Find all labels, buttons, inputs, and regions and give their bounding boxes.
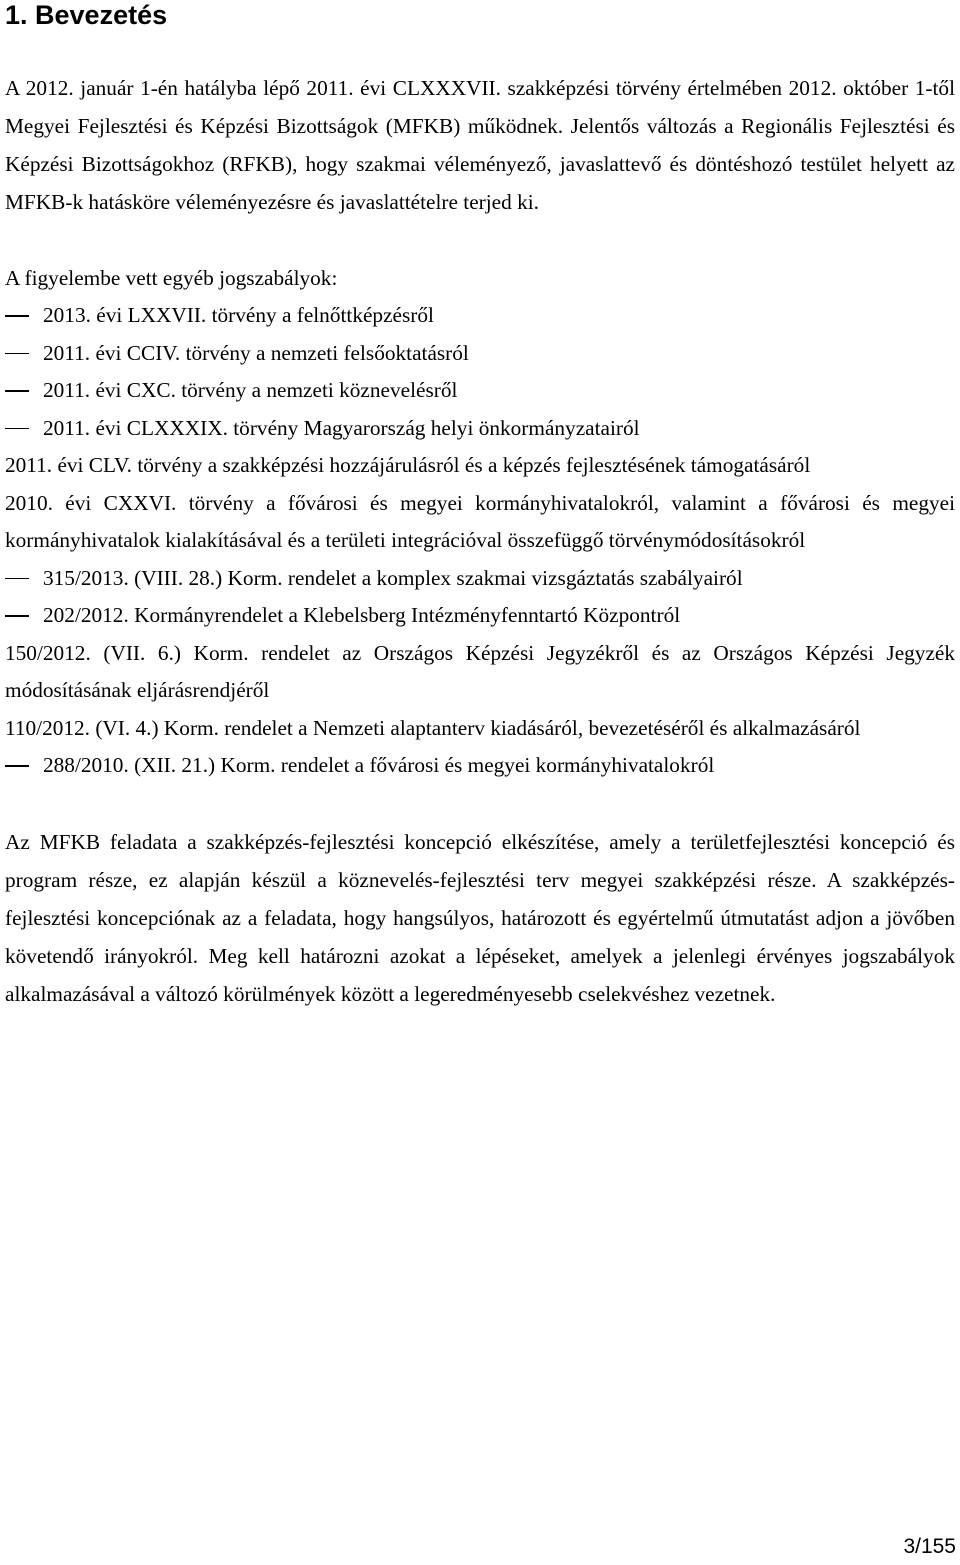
dash-bullet-icon [0, 462, 5, 472]
law-item: 288/2010. (XII. 21.) Korm. rendelet a fővárosi és megyei kormányhivatalokról [5, 747, 955, 785]
dash-bullet-icon [0, 725, 5, 735]
law-item: 202/2012. Kormányrendelet a Klebelsberg Intézményfenntartó Központról [5, 597, 955, 635]
spacer [5, 785, 955, 823]
law-item: 2011. évi CXC. törvény a nemzeti köznevelésről [5, 372, 955, 410]
spacer [5, 221, 955, 259]
law-item: 2013. évi LXXVII. törvény a felnőttképzésről [5, 297, 955, 335]
document-body [5, 69, 955, 1013]
list-title: A figyelembe vett egyéb jogszabályok: [5, 266, 338, 290]
law-item: 2010. évi CXXVI. törvény a fővárosi és megyei kormányhivatalokról, valamint a fővárosi és megyei kormányhivatalok kialakításával és a területi integrációval összefüggő törvénymódosításokról [5, 485, 955, 560]
law-item: 2011. évi CLXXXIX. törvény Magyarország helyi önkormányzatairól [5, 410, 955, 448]
dash-bullet-icon [0, 500, 5, 510]
intro-paragraph: A 2012. január 1-én hatályba lépő 2011. évi CLXXXVII. szakképzési törvény értelmében 2012. október 1-től Megyei Fejlesztési és Képzési Bizottságok (MFKB) működnek. Jelentős változás a Regionális Fejlesztési és Képzési Bizottságokhoz (RFKB), hogy szakmai véleményező, javaslattevő és döntéshozó testület helyett az MFKB-k hatásköre véleményezésre és javaslattételre terjed ki. [5, 76, 955, 214]
page-number: 3/155 [903, 1535, 956, 1558]
law-item: 315/2013. (VIII. 28.) Korm. rendelet a komplex szakmai vizsgáztatás szabályairól [5, 560, 955, 598]
law-item: 2011. évi CLV. törvény a szakképzési hozzájárulásról és a képzés fejlesztésének támogatásáról [5, 447, 955, 485]
section-heading: 1. Bevezetés [5, 0, 168, 30]
law-item: 150/2012. (VII. 6.) Korm. rendelet az Országos Képzési Jegyzékről és az Országos Képzési Jegyzék módosításának eljárásrendjéről [5, 635, 955, 710]
closing-paragraph: Az MFKB feladata a szakképzés-fejlesztési koncepció elkészítése, amely a területfejlesztési koncepció és program része, ez alapján készül a köznevelés-fejlesztési terv megyei szakképzési része. A szakképzés-fejlesztési koncepciónak az a feladata, hogy hangsúlyos, határozott és egyértelmű útmutatást adjon a jövőben követendő irányokról. Meg kell határozni azokat a lépéseket, amelyek a jelenlegi érvényes jogszabályok alkalmazásával a változó körülmények között a legeredményesebb cselekvéshez vezetnek. [5, 829, 955, 1006]
dash-bullet-icon [0, 650, 5, 660]
law-item: 2011. évi CCIV. törvény a nemzeti felsőoktatásról [5, 335, 955, 373]
law-item: 110/2012. (VI. 4.) Korm. rendelet a Nemzeti alaptanterv kiadásáról, bevezetéséről és alkalmazásáról [5, 710, 955, 748]
